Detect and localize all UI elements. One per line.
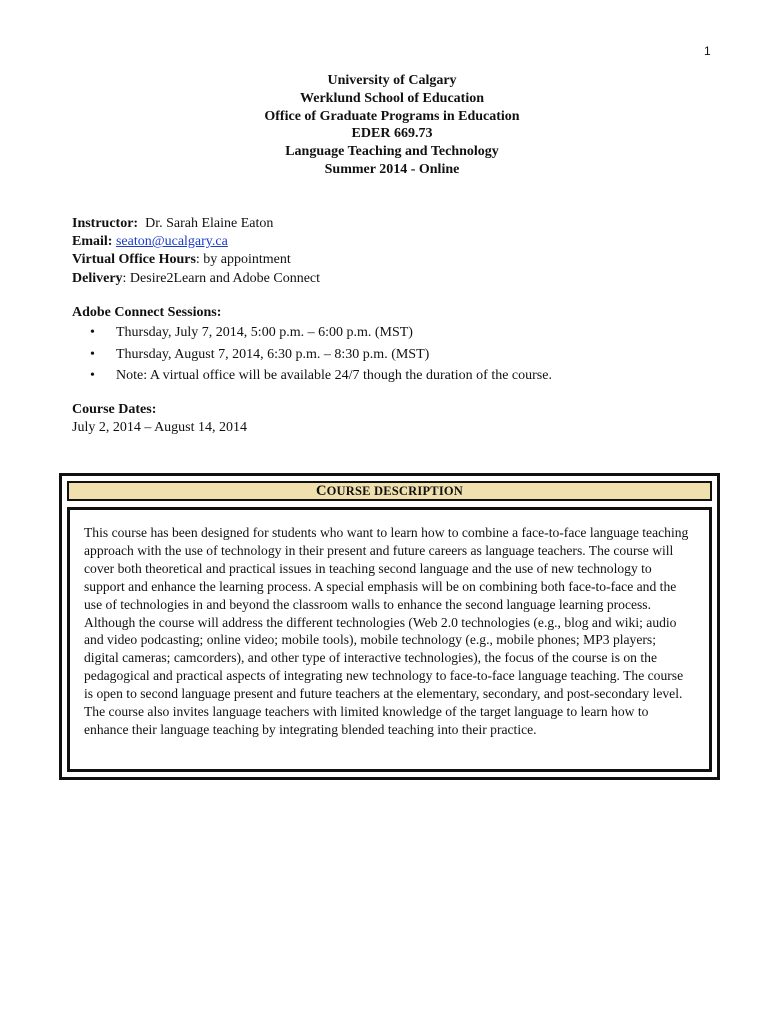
office-hours-value: : by appointment <box>195 252 291 268</box>
email-link[interactable]: seaton@ucalgary.ca <box>115 234 228 250</box>
course-description-heading: COURSE DESCRIPTION <box>67 481 712 501</box>
dates-value: July 2, 2014 – August 14, 2014 <box>72 419 248 435</box>
course-info <box>72 215 722 437</box>
instructor-value: Dr. Sarah Elaine Eaton <box>145 216 274 231</box>
school-name: Werklund School of Education <box>300 90 484 106</box>
office-hours-label: Virtual Office Hours <box>72 252 196 268</box>
page-number: 1 <box>704 44 711 58</box>
sessions-title: Adobe Connect Sessions: <box>72 304 222 320</box>
university-name: University of Calgary <box>327 73 457 88</box>
course-header <box>0 72 768 179</box>
email-line <box>72 233 722 251</box>
sessions-list <box>72 322 722 387</box>
email-label: Email: <box>72 234 113 250</box>
course-description-box <box>59 473 720 780</box>
bullet-icon: • <box>90 346 95 362</box>
instructor-line <box>72 215 722 233</box>
bullet-icon: • <box>90 368 95 384</box>
dates-title: Course Dates: <box>72 401 157 417</box>
delivery-line <box>72 270 722 288</box>
list-item: • Thursday, July 7, 2014, 5:00 p.m. – 6:00 p.m. (MST) <box>72 322 722 344</box>
office-hours-line <box>72 251 722 269</box>
list-item: • Note: A virtual office will be available 24/7 though the duration of the course. <box>72 365 722 387</box>
course-code: EDER 669.73 <box>351 126 433 142</box>
bullet-icon: • <box>90 325 95 341</box>
office-name: Office of Graduate Programs in Education <box>264 108 520 124</box>
course-term: Summer 2014 - Online <box>324 161 460 177</box>
course-description-text: This course has been designed for students who want to learn how to combine a face-to-face language teaching approach with the use of technology in their present and future careers as language teachers. The course will cover both theoretical and practical issues in teaching second language and the use of new technology to support and enhance the learning process. A special emphasis will be on combining both face-to-face and the use of technologies in and beyond the classroom walls to enhance the second language learning process. Although the course will address the different technologies (Web 2.0 technologies (e.g., blog and wiki; audio and video podcasting; online video; mobile tools), mobile technology (e.g., mobile phones; MP3 players; digital cameras; camcorders), and other type of interactive technologies), the focus of the course is on the pedagogical and practical aspects of integrating new technology to face-to-face language teaching. The course is open to second language present and future teachers at the elementary, secondary, and post-secondary level. The course also invites language teachers with limited knowledge of the target language to learn how to enhance their language teaching by integrating blended teaching into their practice. <box>67 507 712 772</box>
delivery-value: : Desire2Learn and Adobe Connect <box>122 270 321 286</box>
instructor-label: Instructor: <box>72 216 139 231</box>
course-title: Language Teaching and Technology <box>285 144 499 160</box>
list-item: • Thursday, August 7, 2014, 6:30 p.m. – 8:30 p.m. (MST) <box>72 344 722 366</box>
delivery-label: Delivery <box>72 270 123 286</box>
